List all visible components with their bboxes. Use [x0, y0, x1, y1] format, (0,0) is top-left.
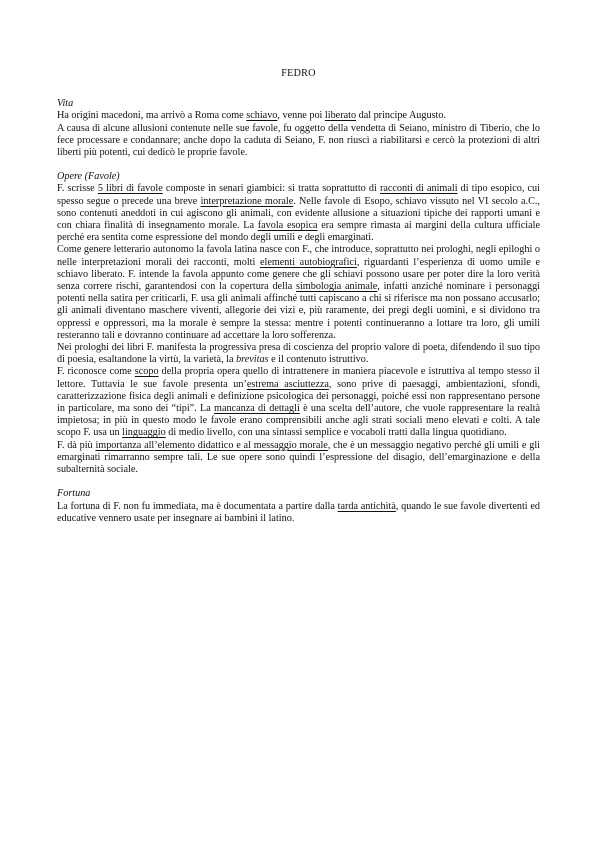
paragraph: [57, 440, 540, 477]
text-run: Nei prologhi dei libri F. manifesta la progressiva presa di coscienza del proprio valore di poeta, difendendo il suo tipo di poesia, esaltandone la virtù, la varietà, la: [57, 342, 540, 366]
text-run: , che è un messaggio negativo perché gli umili e gli emarginati rimarranno sempre tali. Le sue opere sono quindi l’espressione del disagio, dell’emarginazione e della subalternità sociale.: [57, 439, 540, 476]
underlined-term: mancanza di dettagli: [214, 403, 300, 415]
text-run: è una scelta dell’autore, che vuole rappresentare la realtà impietosa; in più in questo modo le favole erano comprensibili anche agli strati sociali meno elevati e colti. A tale scopo F. usa un: [57, 403, 540, 439]
underlined-term: importanza all’elemento didattico e al messaggio morale: [95, 439, 328, 451]
document-title: FEDRO: [281, 68, 316, 79]
underlined-term: 5 libri di favole: [97, 183, 163, 195]
text-run: , sono prive di paesaggi, ambientazioni, sfondi, caratterizzazione fisica degli animali e definizione psicologica dei personaggi, poiché essi non rappresentano persone in particolare, ma sono dei “tipi”. La: [57, 378, 541, 415]
underlined-term: linguaggio: [122, 427, 166, 439]
text-run: composte in senari giambici: si tratta soprattutto di: [162, 183, 380, 195]
text-run: , venne poi: [277, 110, 325, 122]
paragraph: [57, 183, 540, 244]
section-fortuna: [57, 488, 540, 525]
underlined-term: estrema asciuttezza: [246, 378, 329, 390]
paragraph: [57, 501, 540, 525]
underlined-term: interpretazione morale: [200, 195, 294, 207]
text-run: La fortuna di F. non fu immediata, ma è documentata a partire dalla: [57, 500, 338, 512]
text-run: , riguardanti l’esperienza di uomo umile e schiavo liberato. F. intende la favola appunto come genere che gli schiavi possono usare per poter dire la loro verità senza correre rischi, garantendosi con la copertura della: [57, 256, 540, 293]
paragraph: [57, 342, 540, 366]
text-run: di medio livello, con una sintassi semplice e vocaboli tratti dalla lingua quotidiano.: [165, 427, 507, 439]
paragraph: [57, 366, 540, 439]
text-run: e il contenuto istruttivo.: [268, 354, 369, 366]
document-body: [57, 98, 540, 525]
text-run: . Nelle favole di Esopo, schiavo vissuto nel VI secolo a.C., sono contenuti aneddoti in cui agiscono gli animali, con evidente allusione a situazioni tipiche dei rapporti umani e con chiara finalità di insegnamento morale. La: [57, 195, 540, 232]
section-heading: Fortuna: [57, 488, 91, 500]
underlined-term: scopo: [134, 366, 159, 378]
section-heading: Vita: [57, 98, 74, 110]
text-run: Ha origini macedoni, ma arrivò a Roma come: [57, 110, 247, 122]
underlined-term: liberato: [324, 110, 357, 122]
italic-term: brevitas: [236, 354, 269, 366]
text-run: F. dà più: [57, 439, 96, 451]
text-run: F. riconosce come: [57, 366, 135, 378]
document-page: [57, 68, 540, 525]
text-run: F. scrisse: [57, 183, 98, 195]
underlined-term: simbologia animale: [296, 281, 378, 293]
paragraph: [57, 244, 540, 342]
section-vita: [57, 98, 540, 159]
text-run: era sempre rimasta ai margini della cultura ufficiale perché era sentita come espressione del mondo degli umili e degli emarginati.: [57, 220, 540, 244]
underlined-term: favola esopica: [257, 220, 318, 232]
text-run: Come genere letterario autonomo la favola latina nasce con F., che introduce, soprattutto nei prologhi, negli epiloghi o nelle interpretazioni morali dei racconti, molti: [57, 244, 540, 268]
underlined-term: schiavo: [246, 110, 278, 122]
text-run: A causa di alcune allusioni contenute nelle sue favole, fu oggetto della vendetta di Seiano, ministro di Tiberio, che lo fece processare e condannare; anche dopo la caduta di Seiano, F. non riuscì a riabilitarsi e cercò la protezioni di altri liberti più potenti, cui dedicò le proprie favole.: [57, 122, 540, 159]
paragraph: [57, 110, 540, 122]
text-run: dal principe Augusto.: [356, 110, 447, 122]
text-run: , infatti anziché nominare i personaggi potenti nella satira per criticarli, F. usa gli animali affinché tutti capiscano a chi si riferisce ma non possano accusarlo; gli animali diventano maschere viventi, allegorie dei vizi e, più raramente, dei pregi degli uomini, e si dividono tra oppressi e oppressori, ma la morale è sempre la stessa: mentre i potenti continueranno a lottare tra loro, gli umili resteranno tali e dovranno continuare ad accettare la loro sofferenza.: [57, 281, 541, 341]
text-run: di tipo esopico, cui spesso segue o precede una breve: [57, 183, 540, 207]
text-run: della propria opera quello di intrattenere in maniera piacevole e istruttiva al tempo stesso il lettore. Tuttavia le sue favole presenta un’: [57, 366, 540, 390]
underlined-term: racconti di animali: [379, 183, 458, 195]
underlined-term: elementi autobiografici: [259, 256, 357, 268]
section-opere-favole: [57, 171, 540, 476]
underlined-term: tarda antichità: [337, 500, 396, 512]
section-heading: Opere (Favole): [57, 171, 120, 183]
text-run: , quando le sue favole divertenti ed educative vennero usate per insegnare ai bambini il latino.: [57, 500, 541, 524]
paragraph: [57, 123, 540, 160]
